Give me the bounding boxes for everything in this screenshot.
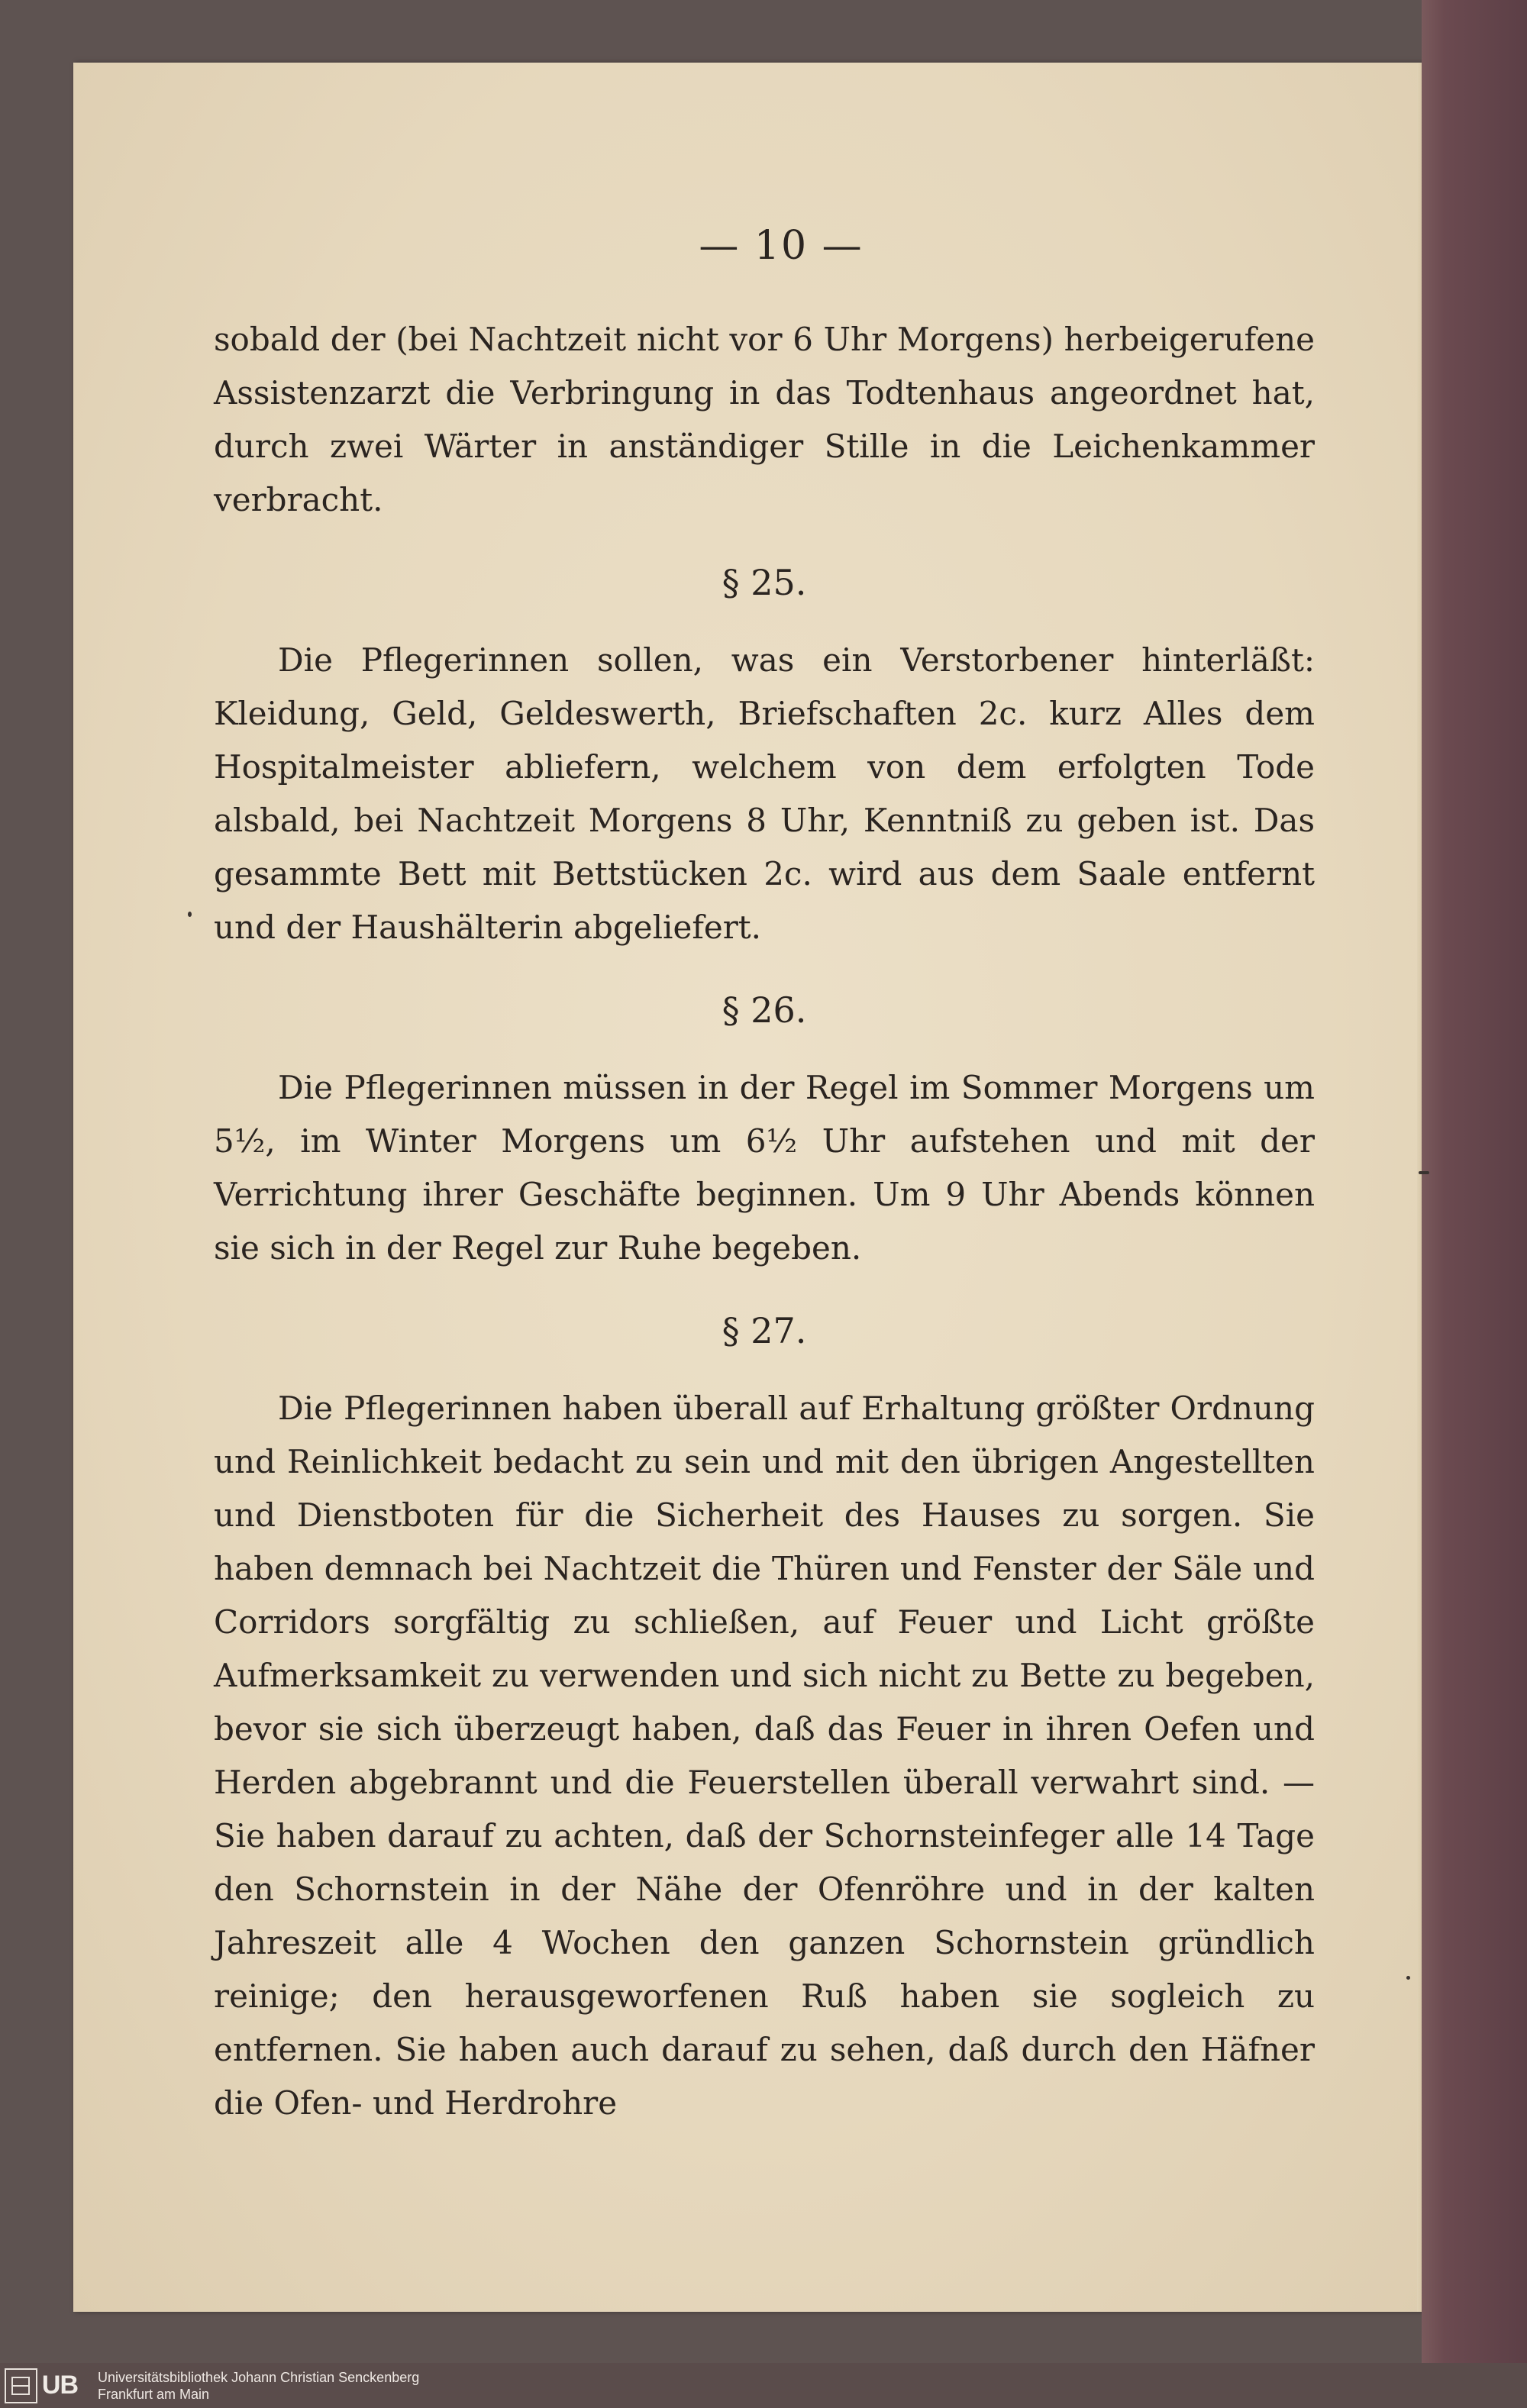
footer-credits [98,2369,419,2403]
section-text-25: Die Pflegerinnen sollen, was ein Verstorbener hinterläßt: Kleidung, Geld, Geldeswerth, Briefschaften 2c. kurz Alles dem Hospitalmeister abliefern, welchem von dem erfolgten Tode alsbald, bei Nachtzeit Morgens 8 Uhr, Kenntniß zu geben ist. Das gesammte Bett mit Bettstücken 2c. wird aus dem Saale entfernt und der Haushälterin abgeliefert. [214,641,1315,946]
book-cover-edge [1422,0,1527,2363]
logo-mark-icon [5,2368,37,2403]
section-text-27: Die Pflegerinnen haben überall auf Erhaltung größter Ordnung und Reinlichkeit bedacht zu sein und mit den übrigen Angestellten und Dienstboten für die Sicherheit des Hauses zu sorgen. Sie haben demnach bei Nachtzeit die Thüren und Fenster der Säle und Corridors sorgfältig zu schließen, auf Feuer und Licht größte Aufmerksamkeit zu verwenden und sich nicht zu Bette zu begeben, bevor sie sich überzeugt haben, daß das Feuer in ihren Oefen und Herden abgebrannt und die Feuerstellen überall verwahrt sind. — Sie haben darauf zu achten, daß der Schornsteinfeger alle 14 Tage den Schornstein in der Nähe der Ofenröhre und in der kalten Jahreszeit alle 4 Wochen den ganzen Schornstein gründlich reinige; den herausgeworfenen Ruß haben sie sogleich zu entfernen. Sie haben auch darauf zu sehen, daß durch den Häfner die Ofen- und Herdrohre [214,1390,1315,2122]
section-text-26: Die Pflegerinnen müssen in der Regel im Sommer Morgens um 5½, im Winter Morgens um 6½ Uhr aufstehen und mit der Verrichtung ihrer Geschäfte beginnen. Um 9 Uhr Abends können sie sich in der Regel zur Ruhe begeben. [214,1069,1315,1267]
section-heading-25: § 25. [722,562,807,603]
paper-speck [188,912,192,917]
page-number: — 10 — [699,223,864,269]
text-block [214,313,1315,2130]
footer-city: Frankfurt am Main [98,2386,210,2402]
section-heading-27: § 27. [722,1310,807,1351]
library-logo [5,2367,78,2405]
footer-institution: Universitätsbibliothek Johann Christian Senckenberg [98,2369,420,2385]
intro-paragraph: sobald der (bei Nachtzeit nicht vor 6 Uhr Morgens) herbeigerufene Assistenzarzt die Verbringung in das Todtenhaus angeordnet hat, durch zwei Wärter in anständiger Stille in die Leichenkammer verbracht. [214,321,1315,518]
footer-bar [0,2363,1527,2408]
section-heading-26: § 26. [722,989,807,1031]
paper-speck [1406,1976,1410,1980]
logo-text: UB [41,2371,78,2400]
paper-speck [1419,1171,1429,1174]
